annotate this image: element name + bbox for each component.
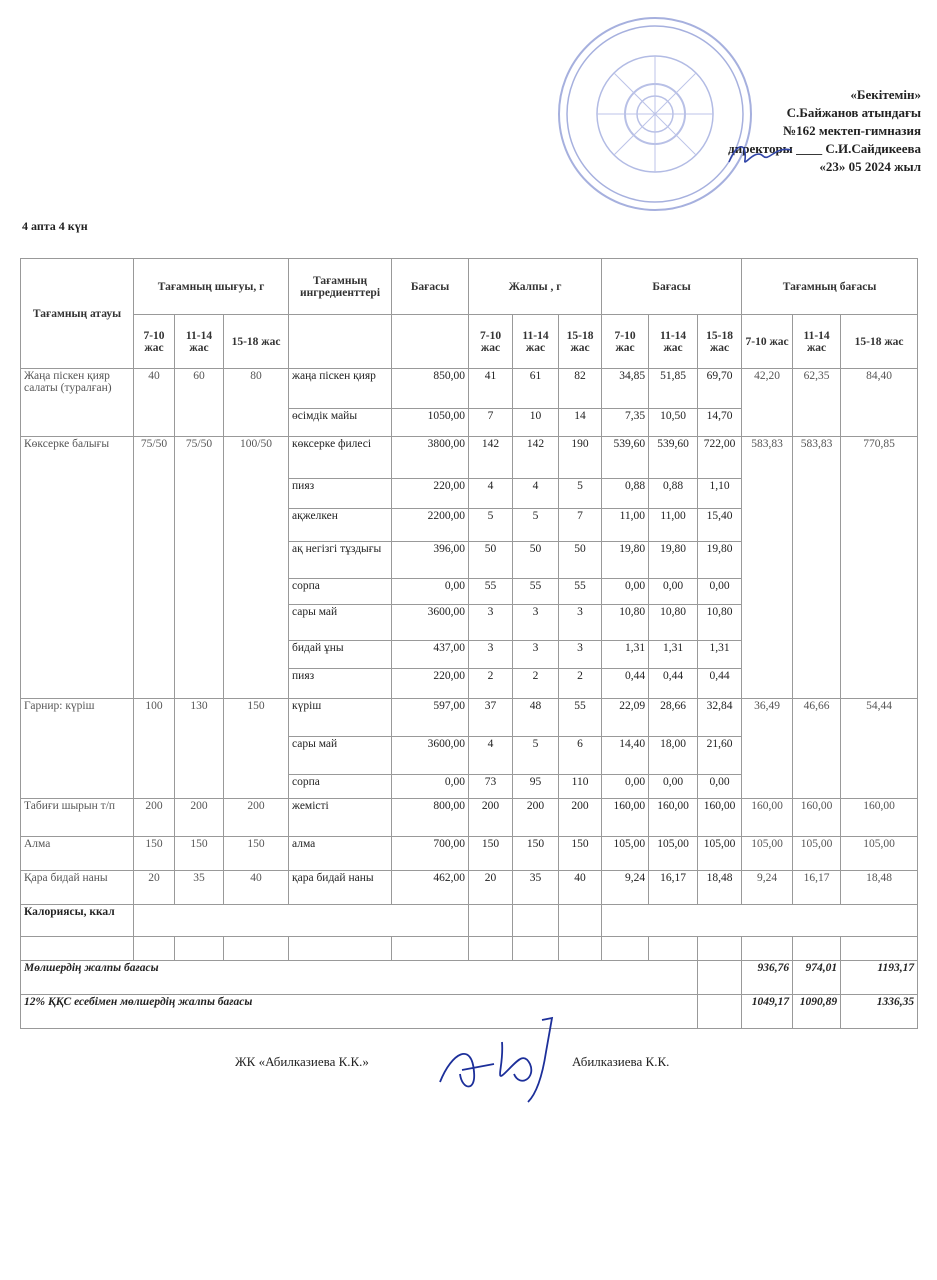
- ingredient-grams-15-18: 82: [559, 369, 602, 409]
- ingredient-name: сары май: [289, 737, 392, 775]
- dish-name: Қара бидай наны: [21, 871, 134, 905]
- vat-total-age-7-10: 1049,17: [742, 995, 793, 1029]
- dish-cost-15-18: 105,00: [841, 837, 918, 871]
- header-age-7-10: 7-10 жас: [742, 315, 793, 369]
- ingredient-cost-7-10: 160,00: [602, 799, 649, 837]
- ingredient-grams-7-10: 55: [469, 579, 513, 605]
- ingredient-cost-15-18: 21,60: [698, 737, 742, 775]
- ingredient-cost-11-14: 51,85: [649, 369, 698, 409]
- header-cost: Бағасы: [602, 259, 742, 315]
- ingredient-name: ақ негізгі тұздығы: [289, 542, 392, 579]
- ingredient-grams-15-18: 6: [559, 737, 602, 775]
- dish-yield-15-18: 40: [224, 871, 289, 905]
- ingredient-grams-7-10: 200: [469, 799, 513, 837]
- ingredient-cost-7-10: 22,09: [602, 699, 649, 737]
- header-age-15-18: 15-18 жас: [224, 315, 289, 369]
- ingredient-cost-7-10: 7,35: [602, 409, 649, 437]
- ingredient-price: 1050,00: [392, 409, 469, 437]
- dish-yield-7-10: 75/50: [134, 437, 175, 699]
- ingredient-name: алма: [289, 837, 392, 871]
- header-yield: Тағамның шығуы, г: [134, 259, 289, 315]
- approval-school-name: С.Байжанов атындағы: [786, 105, 921, 120]
- dish-cost-11-14: 16,17: [793, 871, 841, 905]
- ingredient-cost-7-10: 14,40: [602, 737, 649, 775]
- ingredient-price: 700,00: [392, 837, 469, 871]
- ingredient-name: бидай ұны: [289, 641, 392, 669]
- ingredient-cost-11-14: 539,60: [649, 437, 698, 479]
- ingredient-price: 220,00: [392, 479, 469, 509]
- ingredient-grams-15-18: 2: [559, 669, 602, 699]
- header-dish-name: Тағамның атауы: [21, 259, 134, 369]
- ingredient-cost-7-10: 34,85: [602, 369, 649, 409]
- ingredient-cost-11-14: 1,31: [649, 641, 698, 669]
- ingredient-grams-7-10: 37: [469, 699, 513, 737]
- dish-cost-11-14: 105,00: [793, 837, 841, 871]
- director-signature: [725, 138, 795, 172]
- footer-company: ЖК «Абилказиева К.К.»: [235, 1054, 369, 1069]
- header-age-7-10: 7-10 жас: [602, 315, 649, 369]
- ingredient-cost-11-14: 10,50: [649, 409, 698, 437]
- ingredient-grams-7-10: 4: [469, 737, 513, 775]
- menu-table: [20, 258, 918, 1029]
- dish-cost-7-10: 42,20: [742, 369, 793, 437]
- header-age-11-14: 11-14 жас: [513, 315, 559, 369]
- ingredient-cost-7-10: 0,00: [602, 579, 649, 605]
- ingredient-row: [21, 799, 918, 837]
- dish-yield-7-10: 20: [134, 871, 175, 905]
- dish-cost-11-14: 583,83: [793, 437, 841, 699]
- dish-name: Алма: [21, 837, 134, 871]
- dish-cost-11-14: 160,00: [793, 799, 841, 837]
- ingredient-grams-11-14: 142: [513, 437, 559, 479]
- dish-cost-15-18: 160,00: [841, 799, 918, 837]
- ingredient-grams-15-18: 14: [559, 409, 602, 437]
- ingredient-cost-11-14: 10,80: [649, 605, 698, 641]
- ingredient-grams-7-10: 5: [469, 509, 513, 542]
- ingredient-price: 597,00: [392, 699, 469, 737]
- ingredient-cost-11-14: 105,00: [649, 837, 698, 871]
- ingredient-cost-11-14: 16,17: [649, 871, 698, 905]
- header-price: Бағасы: [392, 259, 469, 315]
- dish-cost-15-18: 84,40: [841, 369, 918, 437]
- blank-row: [21, 937, 918, 961]
- ingredient-name: сорпа: [289, 579, 392, 605]
- dish-yield-11-14: 200: [175, 799, 224, 837]
- dish-name: Көксерке балығы: [21, 437, 134, 699]
- approval-title: «Бекітемін»: [850, 87, 921, 102]
- ingredient-cost-15-18: 0,00: [698, 579, 742, 605]
- calories-cell: [134, 905, 469, 937]
- ingredient-grams-11-14: 48: [513, 699, 559, 737]
- ingredient-name: қара бидай наны: [289, 871, 392, 905]
- ingredient-row: [21, 437, 918, 479]
- ingredient-cost-7-10: 105,00: [602, 837, 649, 871]
- week-day-label: 4 апта 4 күн: [22, 219, 88, 233]
- ingredient-cost-15-18: 1,31: [698, 641, 742, 669]
- approval-date: «23» 05 2024 жыл: [819, 159, 921, 174]
- ingredient-cost-7-10: 10,80: [602, 605, 649, 641]
- ingredient-grams-11-14: 61: [513, 369, 559, 409]
- ingredient-grams-7-10: 142: [469, 437, 513, 479]
- ingredient-cost-7-10: 9,24: [602, 871, 649, 905]
- header-age-15-18: 15-18 жас: [841, 315, 918, 369]
- ingredient-grams-11-14: 35: [513, 871, 559, 905]
- ingredient-price: 396,00: [392, 542, 469, 579]
- vat-total-age-15-18: 1336,35: [841, 995, 918, 1029]
- dish-cost-11-14: 46,66: [793, 699, 841, 799]
- ingredient-cost-7-10: 1,31: [602, 641, 649, 669]
- header-age-15-18: 15-18 жас: [559, 315, 602, 369]
- ingredient-cost-15-18: 722,00: [698, 437, 742, 479]
- ingredient-name: сары май: [289, 605, 392, 641]
- ingredient-grams-7-10: 7: [469, 409, 513, 437]
- header-dish-cost: Тағамның бағасы: [742, 259, 918, 315]
- ingredient-price: 220,00: [392, 669, 469, 699]
- total-age-15-18: 1193,17: [841, 961, 918, 995]
- ingredient-row: [21, 837, 918, 871]
- dish-yield-11-14: 75/50: [175, 437, 224, 699]
- ingredient-grams-11-14: 2: [513, 669, 559, 699]
- dish-cost-7-10: 583,83: [742, 437, 793, 699]
- header-age-11-14: 11-14 жас: [175, 315, 224, 369]
- ingredient-grams-11-14: 55: [513, 579, 559, 605]
- vat-total-age-11-14: 1090,89: [793, 995, 841, 1029]
- ingredient-cost-7-10: 0,88: [602, 479, 649, 509]
- ingredient-grams-7-10: 3: [469, 605, 513, 641]
- dish-yield-11-14: 35: [175, 871, 224, 905]
- ingredient-grams-7-10: 50: [469, 542, 513, 579]
- ingredient-grams-11-14: 4: [513, 479, 559, 509]
- calories-row: [21, 905, 918, 937]
- ingredient-cost-7-10: 539,60: [602, 437, 649, 479]
- ingredient-cost-7-10: 19,80: [602, 542, 649, 579]
- header-age-7-10: 7-10 жас: [469, 315, 513, 369]
- ingredient-cost-15-18: 105,00: [698, 837, 742, 871]
- ingredient-cost-11-14: 0,00: [649, 775, 698, 799]
- ingredient-cost-15-18: 14,70: [698, 409, 742, 437]
- dish-yield-11-14: 130: [175, 699, 224, 799]
- ingredient-grams-7-10: 2: [469, 669, 513, 699]
- ingredient-grams-15-18: 40: [559, 871, 602, 905]
- dish-yield-15-18: 80: [224, 369, 289, 437]
- dish-name: Гарнир: күріш: [21, 699, 134, 799]
- dish-name: Жаңа піскен қияр салаты (туралған): [21, 369, 134, 437]
- ingredient-cost-7-10: 0,00: [602, 775, 649, 799]
- ingredient-row: [21, 871, 918, 905]
- total-blank: [698, 961, 742, 995]
- ingredient-price: 2200,00: [392, 509, 469, 542]
- ingredient-cost-7-10: 11,00: [602, 509, 649, 542]
- ingredient-grams-11-14: 10: [513, 409, 559, 437]
- dish-cost-7-10: 9,24: [742, 871, 793, 905]
- ingredient-grams-11-14: 200: [513, 799, 559, 837]
- ingredient-name: пияз: [289, 479, 392, 509]
- ingredient-price: 850,00: [392, 369, 469, 409]
- header-total-grams: Жалпы , г: [469, 259, 602, 315]
- ingredient-cost-11-14: 0,88: [649, 479, 698, 509]
- dish-cost-7-10: 160,00: [742, 799, 793, 837]
- ingredient-grams-11-14: 5: [513, 509, 559, 542]
- ingredient-price: 3800,00: [392, 437, 469, 479]
- school-stamp-seal: [555, 14, 755, 214]
- dish-yield-7-10: 100: [134, 699, 175, 799]
- ingredient-grams-11-14: 3: [513, 605, 559, 641]
- ingredient-grams-11-14: 95: [513, 775, 559, 799]
- ingredient-cost-15-18: 19,80: [698, 542, 742, 579]
- ingredient-price: 0,00: [392, 579, 469, 605]
- dish-yield-7-10: 150: [134, 837, 175, 871]
- ingredient-grams-7-10: 73: [469, 775, 513, 799]
- ingredient-name: ақжелкен: [289, 509, 392, 542]
- ingredient-name: күріш: [289, 699, 392, 737]
- ingredient-grams-11-14: 50: [513, 542, 559, 579]
- dish-yield-15-18: 200: [224, 799, 289, 837]
- header-age-11-14: 11-14 жас: [793, 315, 841, 369]
- calories-cell: [559, 905, 602, 937]
- ingredient-price: 437,00: [392, 641, 469, 669]
- approval-school-number: №162 мектеп-гимназия: [783, 123, 921, 138]
- dish-yield-7-10: 200: [134, 799, 175, 837]
- ingredient-grams-11-14: 5: [513, 737, 559, 775]
- ingredient-cost-11-14: 19,80: [649, 542, 698, 579]
- calories-label: Калориясы, ккал: [21, 905, 134, 937]
- ingredient-grams-15-18: 7: [559, 509, 602, 542]
- ingredient-grams-15-18: 200: [559, 799, 602, 837]
- ingredient-cost-11-14: 0,44: [649, 669, 698, 699]
- summary-body: [21, 905, 918, 1029]
- dish-yield-11-14: 60: [175, 369, 224, 437]
- calories-cell: [469, 905, 513, 937]
- ingredient-grams-7-10: 4: [469, 479, 513, 509]
- ingredient-grams-15-18: 5: [559, 479, 602, 509]
- header-age-11-14: 11-14 жас: [649, 315, 698, 369]
- ingredient-cost-11-14: 160,00: [649, 799, 698, 837]
- ingredient-grams-7-10: 41: [469, 369, 513, 409]
- ingredient-grams-7-10: 20: [469, 871, 513, 905]
- ingredient-grams-15-18: 55: [559, 579, 602, 605]
- dish-yield-15-18: 150: [224, 699, 289, 799]
- total-label: Мөлшердің жалпы бағасы: [21, 961, 698, 995]
- ingredient-price: 800,00: [392, 799, 469, 837]
- ingredient-cost-15-18: 160,00: [698, 799, 742, 837]
- ingredient-grams-15-18: 110: [559, 775, 602, 799]
- dish-name: Табиғи шырын т/п: [21, 799, 134, 837]
- total-age-7-10: 936,76: [742, 961, 793, 995]
- dish-cost-11-14: 62,35: [793, 369, 841, 437]
- ingredient-grams-11-14: 150: [513, 837, 559, 871]
- total-age-11-14: 974,01: [793, 961, 841, 995]
- vat-total-blank: [698, 995, 742, 1029]
- ingredient-grams-15-18: 50: [559, 542, 602, 579]
- ingredient-cost-15-18: 18,48: [698, 871, 742, 905]
- ingredient-cost-11-14: 18,00: [649, 737, 698, 775]
- footer-person-name: Абилказиева К.К.: [572, 1054, 670, 1069]
- total-row: [21, 961, 918, 995]
- header-blank: [289, 315, 392, 369]
- ingredient-grams-15-18: 55: [559, 699, 602, 737]
- ingredient-name: сорпа: [289, 775, 392, 799]
- ingredient-cost-15-18: 10,80: [698, 605, 742, 641]
- ingredient-price: 0,00: [392, 775, 469, 799]
- ingredient-row: [21, 699, 918, 737]
- ingredient-cost-11-14: 11,00: [649, 509, 698, 542]
- header-age-7-10: 7-10 жас: [134, 315, 175, 369]
- dish-cost-7-10: 36,49: [742, 699, 793, 799]
- contractor-signature: [432, 1012, 567, 1107]
- dish-cost-15-18: 18,48: [841, 871, 918, 905]
- header-blank: [392, 315, 469, 369]
- dish-yield-11-14: 150: [175, 837, 224, 871]
- dish-yield-15-18: 100/50: [224, 437, 289, 699]
- ingredient-cost-15-18: 15,40: [698, 509, 742, 542]
- dish-yield-15-18: 150: [224, 837, 289, 871]
- dish-cost-7-10: 105,00: [742, 837, 793, 871]
- ingredient-name: жемісті: [289, 799, 392, 837]
- ingredient-row: [21, 369, 918, 409]
- header-ingredients: Тағамның ингредиенттері: [289, 259, 392, 315]
- ingredient-name: жаңа піскен қияр: [289, 369, 392, 409]
- ingredient-cost-11-14: 0,00: [649, 579, 698, 605]
- ingredient-grams-7-10: 3: [469, 641, 513, 669]
- ingredient-grams-7-10: 150: [469, 837, 513, 871]
- dish-cost-15-18: 54,44: [841, 699, 918, 799]
- ingredient-grams-15-18: 3: [559, 641, 602, 669]
- ingredient-price: 3600,00: [392, 605, 469, 641]
- dish-cost-15-18: 770,85: [841, 437, 918, 699]
- vat-total-label: 12% ҚҚС есебімен мөлшердің жалпы бағасы: [21, 995, 698, 1029]
- ingredient-grams-15-18: 3: [559, 605, 602, 641]
- ingredient-cost-15-18: 0,44: [698, 669, 742, 699]
- ingredient-grams-15-18: 190: [559, 437, 602, 479]
- ingredient-cost-15-18: 1,10: [698, 479, 742, 509]
- dish-yield-7-10: 40: [134, 369, 175, 437]
- ingredient-grams-15-18: 150: [559, 837, 602, 871]
- ingredient-cost-15-18: 32,84: [698, 699, 742, 737]
- ingredient-price: 3600,00: [392, 737, 469, 775]
- ingredient-cost-15-18: 69,70: [698, 369, 742, 409]
- calories-cell: [513, 905, 559, 937]
- ingredient-name: өсімдік майы: [289, 409, 392, 437]
- ingredient-cost-7-10: 0,44: [602, 669, 649, 699]
- ingredient-grams-11-14: 3: [513, 641, 559, 669]
- approval-director: директоры ____ С.И.Сайдикеева: [728, 141, 921, 156]
- ingredient-cost-15-18: 0,00: [698, 775, 742, 799]
- ingredient-name: көксерке филесі: [289, 437, 392, 479]
- ingredient-price: 462,00: [392, 871, 469, 905]
- header-age-15-18: 15-18 жас: [698, 315, 742, 369]
- menu-body: [21, 369, 918, 905]
- calories-cell: [602, 905, 918, 937]
- ingredient-name: пияз: [289, 669, 392, 699]
- ingredient-cost-11-14: 28,66: [649, 699, 698, 737]
